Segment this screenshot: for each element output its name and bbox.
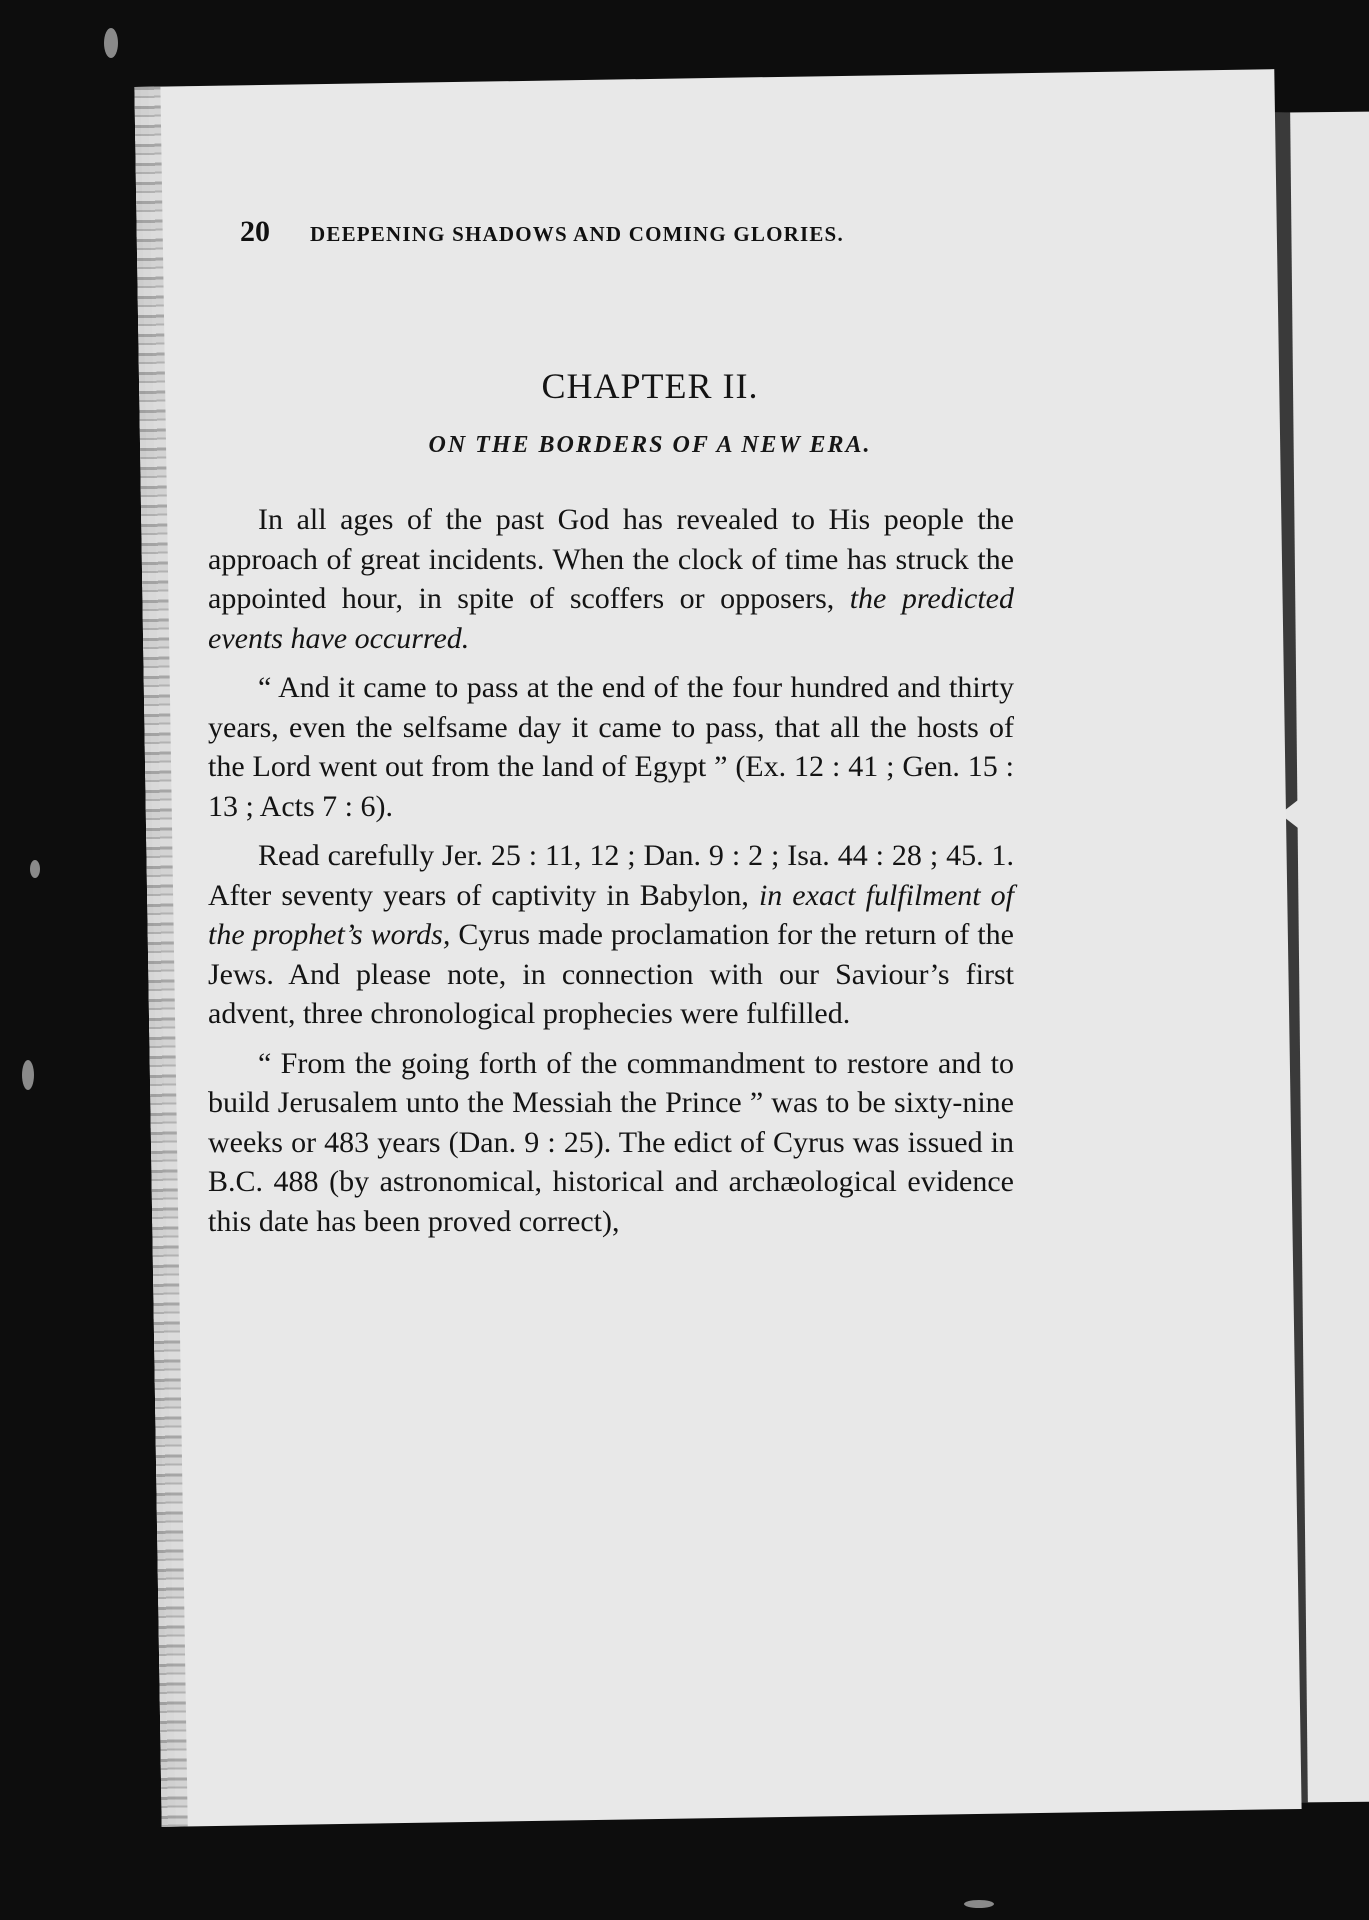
paragraph-3-text-after: Cyrus made proclamation for the return of the Jews. And please note, in connection with our Saviour’s first advent, three chronological prophecies were fulfilled. bbox=[208, 918, 1014, 1030]
scan-speck bbox=[964, 1900, 994, 1908]
paragraph-4-text: “ From the going forth of the commandment to restore and to build Jerusalem unto the Messiah the Prince ” was to be sixty-nine weeks or 483 years (Dan. 9 : 25). The edict of Cyrus was issued in B.C. 488 (by astronomical, historical and archæological evidence this date has been proved correct), bbox=[208, 1046, 1014, 1238]
paragraph-1-text: In all ages of the past God has revealed to His people the approach of great incidents. When the clock of time has struck the appointed hour, in spite of scoffers or opposers, bbox=[208, 503, 1014, 615]
scan-speck bbox=[22, 1060, 34, 1090]
scan-speck bbox=[104, 28, 118, 58]
page-number: 20 bbox=[240, 215, 270, 248]
paragraph-1 bbox=[208, 500, 1014, 658]
chapter-subtitle: ON THE BORDERS OF A NEW ERA. bbox=[428, 432, 872, 458]
paragraph-2 bbox=[208, 668, 1014, 826]
paragraph-3-text-before: Read carefully Jer. 25 : 11, 12 ; Dan. 9 : 2 ; Isa. 44 : 28 ; 45. 1. After seventy years of captivity in Babylon, bbox=[208, 839, 1014, 912]
body-text bbox=[208, 500, 1014, 1251]
running-head bbox=[240, 215, 1000, 249]
paragraph-1-italic: the predicted events have occurred. bbox=[208, 582, 1014, 655]
paragraph-4 bbox=[208, 1044, 1014, 1242]
scan-speck bbox=[30, 860, 40, 878]
running-title: DEEPENING SHADOWS AND COMING GLORIES. bbox=[310, 222, 844, 246]
page-binding-edge bbox=[134, 87, 187, 1827]
chapter-heading: CHAPTER II. bbox=[541, 366, 759, 406]
paragraph-2-text: “ And it came to pass at the end of the four hundred and thirty years, even the selfsame day it came to pass, that all the hosts of the Lord went out from the land of Egypt ” (Ex. 12 : 41 ; Gen. 15 : 13 ; Acts 7 : 6). bbox=[208, 671, 1014, 823]
paragraph-3 bbox=[208, 836, 1014, 1034]
paragraph-3-italic: in exact fulfilment of the prophet’s words, bbox=[208, 878, 1014, 951]
